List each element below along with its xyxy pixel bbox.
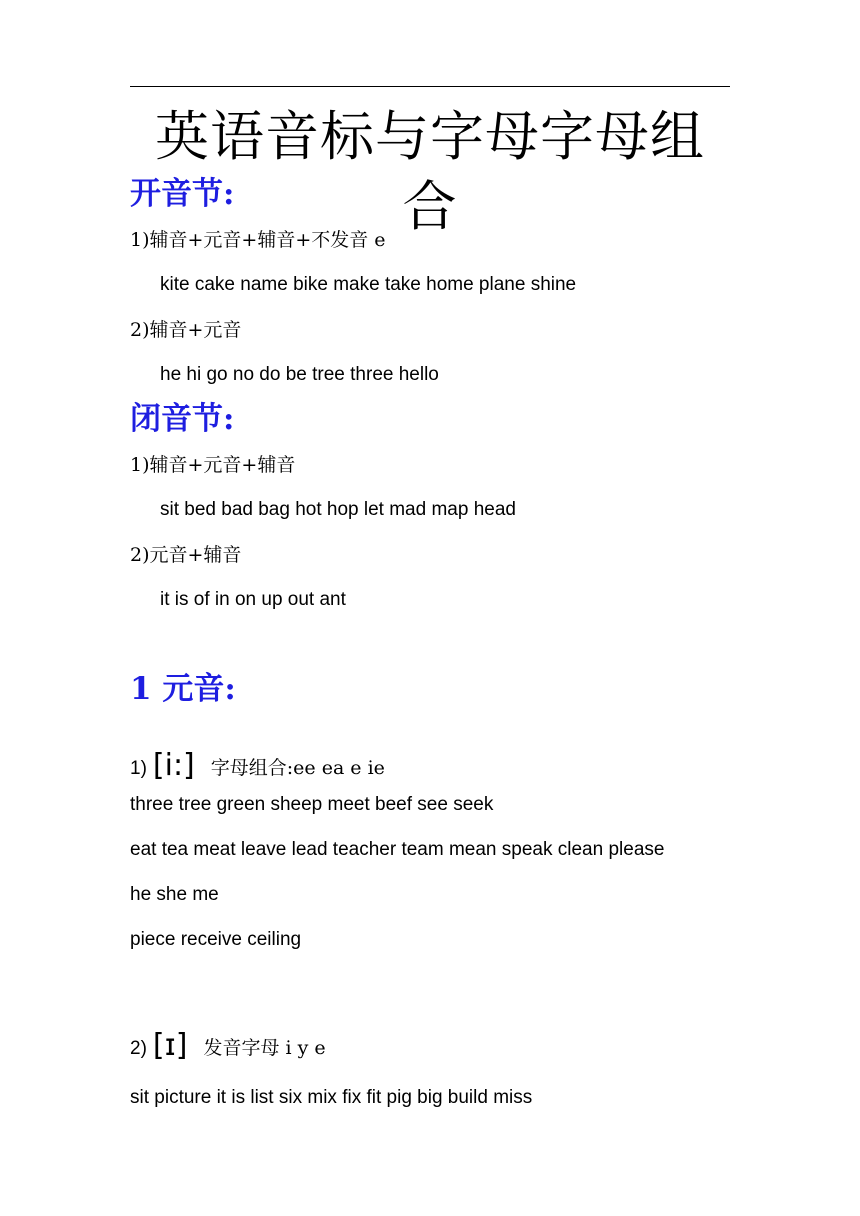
vowel-item-2-symbol: [ɪ]: [152, 1028, 188, 1063]
open-examples-2: he hi go no do be tree three hello: [160, 364, 439, 385]
closed-examples-1: sit bed bad bag hot hop let mad map head: [160, 499, 516, 520]
open-examples-1: kite cake name bike make take home plane shine: [160, 274, 577, 295]
vowel-item-2-header: [130, 1030, 326, 1065]
closed-syllable-heading: 闭音节:: [130, 401, 235, 437]
vowel-item-1-symbol: [i:]: [152, 748, 195, 783]
vowel-item-2-line-1: sit picture it is list six mix fix fit pig big build miss: [130, 1087, 533, 1108]
open-syllable-heading: 开音节:: [130, 176, 235, 212]
vowel-item-2-number: 2): [130, 1038, 147, 1059]
closed-examples-2: it is of in on up out ant: [160, 589, 346, 610]
page-title: 英语音标与字母字母组合: [155, 105, 705, 238]
vowel-item-1-number: 1): [130, 758, 147, 779]
vowel-item-2-combo: 发音字母 i y e: [203, 1037, 326, 1059]
vowel-item-1-combo: 字母组合:ee ea e ie: [210, 757, 385, 779]
vowel-item-1-line-1: three tree green sheep meet beef see seek: [130, 794, 494, 815]
top-rule: [130, 86, 730, 87]
open-rule-2: 2)辅音+元音: [130, 319, 242, 341]
closed-rule-1: 1)辅音+元音+辅音: [130, 454, 296, 476]
vowel-item-1-line-2: eat tea meat leave lead teacher team mean speak clean please: [130, 839, 665, 860]
open-rule-1: 1)辅音+元音+辅音+不发音 e: [130, 229, 386, 251]
vowel-item-1-header: [130, 750, 385, 785]
vowels-heading: 1 元音:: [130, 671, 236, 707]
vowel-item-1-line-4: piece receive ceiling: [130, 929, 302, 950]
closed-rule-2: 2)元音+辅音: [130, 544, 242, 566]
vowel-item-1-line-3: he she me: [130, 884, 219, 905]
